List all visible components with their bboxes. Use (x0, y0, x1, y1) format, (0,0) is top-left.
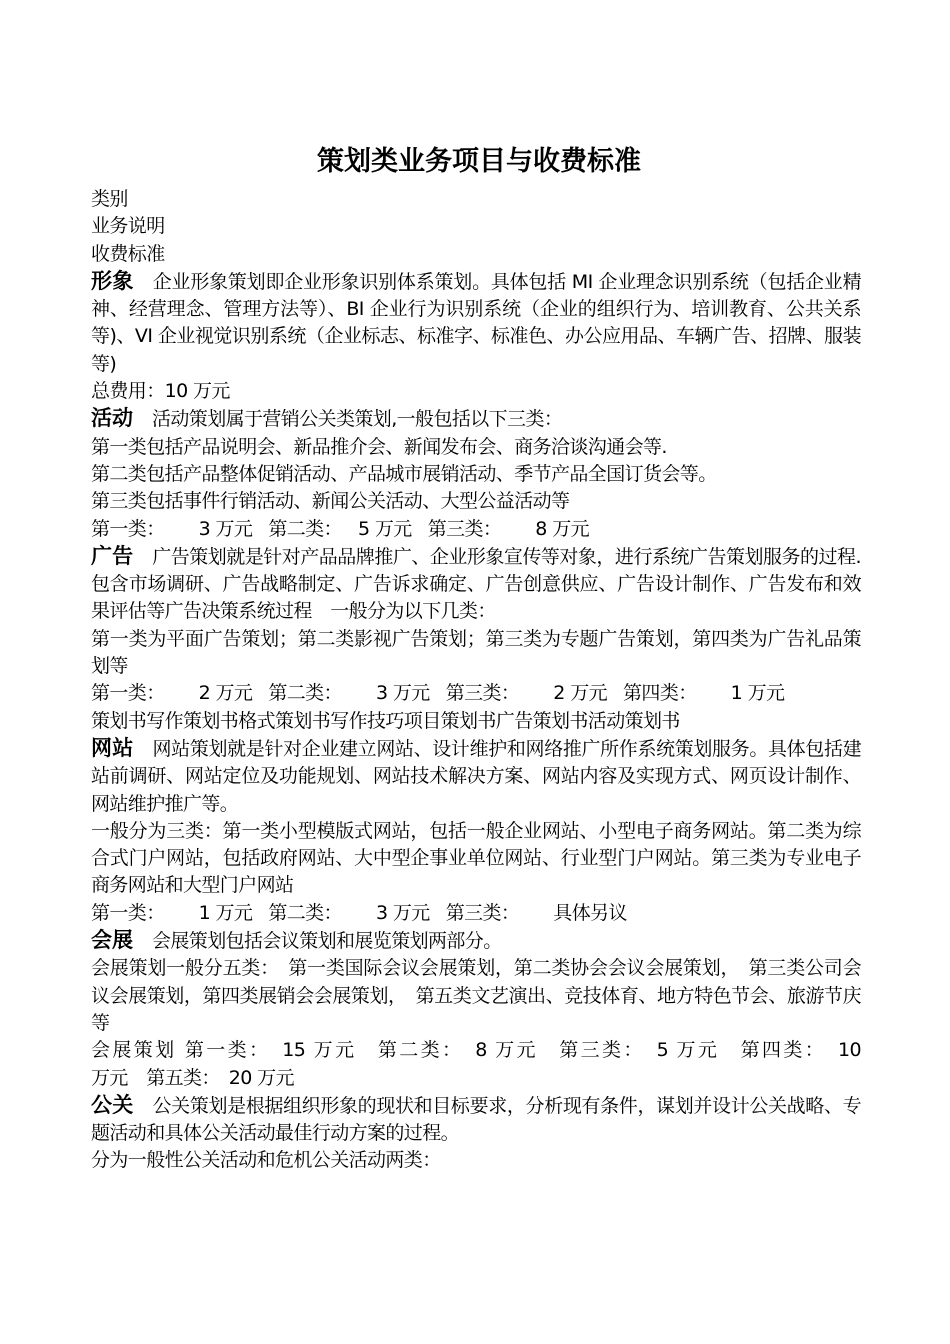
header-fee: 收费标准 (91, 242, 165, 265)
section-ad-name: 广告 (91, 543, 134, 568)
section-web-desc: 网站策划就是针对企业建立网站、设计维护和网络推广所作系统策划服务。具体包括建站前调研、网站定位及功能规划、网站技术解决方案、网站内容及实现方式、网页设计制作、网站维护推广等。 (91, 737, 862, 815)
section-pr (91, 1092, 861, 1148)
fee-label: 第四类： (623, 682, 697, 705)
section-ad-fees (91, 680, 861, 707)
section-expo-fees-line-2: 万元 第五类： 20 万元 (91, 1066, 294, 1089)
section-ad-desc: 广告策划就是针对产品品牌推广、企业形象宣传等对象，进行系统广告策划服务的过程.包含市场调研、广告战略制定、广告诉求确定、广告创意供应、广告设计制作、广告发布和效果评估等广告决策系统过程 一般分为以下几类： (91, 545, 861, 623)
fee-value: 3 万元 (375, 682, 430, 705)
fee-value: 2 万元 (553, 682, 608, 705)
section-image-name: 形象 (91, 268, 134, 293)
section-ad-related: 策划书写作策划书格式策划书写作技巧项目策划书广告策划书活动策划书 (91, 709, 680, 732)
section-image-desc: 企业形象策划即企业形象识别体系策划。具体包括 MI 企业理念识别系统（包括企业精神、经营理念、管理方法等）、BI 企业行为识别系统（企业的组织行为、培训教育、公共关系等)、VI 企业视觉识别系统（企业标志、标准字、标准色、办公应用品、车辆广告、招牌、服装等) (91, 270, 861, 375)
fee-value: 具体另议 (553, 901, 627, 924)
section-ad-types: 第一类为平面广告策划；第二类影视广告策划；第三类为专题广告策划，第四类为广告礼品策划等 (91, 627, 861, 678)
section-pr-types: 分为一般性公关活动和危机公关活动两类： (91, 1149, 441, 1172)
document-title: 策划类业务项目与收费标准 (317, 146, 641, 177)
fee-value: 5 万元 (357, 517, 412, 540)
section-event-name: 活动 (91, 406, 133, 431)
fee-value: 3 万元 (198, 517, 253, 540)
section-image-fee: 总费用：10 万元 (91, 380, 230, 403)
section-expo-fees-line-1: 会展策划 第一类： 15 万元 第二类： 8 万元 第三类： 5 万元 第四类： 10 (91, 1039, 861, 1062)
fee-value: 3 万元 (375, 901, 430, 924)
header-description: 业务说明 (91, 215, 165, 238)
section-pr-name: 公关 (91, 1092, 134, 1117)
fee-label: 第二类： (268, 517, 342, 540)
fee-value: 2 万元 (198, 682, 253, 705)
section-event-fees (91, 516, 861, 543)
section-expo (91, 927, 861, 955)
section-ad (91, 543, 861, 626)
section-event-line-3: 第三类包括事件行销活动、新闻公关活动、大型公益活动等 (91, 490, 570, 513)
section-web-name: 网站 (91, 735, 134, 760)
section-image (91, 268, 861, 378)
fee-label: 第一类： (91, 517, 165, 540)
section-web-fees (91, 900, 861, 927)
section-event (91, 405, 861, 433)
section-web (91, 735, 861, 818)
section-web-types: 一般分为三类：第一类小型模版式网站，包括一般企业网站、小型电子商务网站。第二类为综合式门户网站，包括政府网站、大中型企事业单位网站、行业型门户网站。第三类为专业电子商务网站和大型门户网站 (91, 819, 861, 897)
section-event-desc: 活动策划属于营销公关类策划,一般包括以下三类： (152, 408, 563, 431)
fee-value: 1 万元 (198, 901, 253, 924)
section-pr-desc: 公关策划是根据组织形象的现状和目标要求，分析现有条件，谋划并设计公关战略、专题活动和具体公关活动最佳行动方案的过程。 (91, 1094, 862, 1145)
fee-label: 第二类： (268, 682, 342, 705)
fee-label: 第三类： (427, 517, 502, 540)
fee-value: 1 万元 (730, 682, 785, 705)
fee-label: 第一类： (91, 901, 165, 924)
section-expo-name: 会展 (91, 928, 133, 953)
document-page (91, 140, 861, 1175)
section-expo-types: 会展策划一般分五类： 第一类国际会议会展策划，第二类协会会议会展策划， 第三类公司会议会展策划，第四类展销会会展策划， 第五类文艺演出、竞技体育、地方特色节会、旅游节庆等 (91, 957, 861, 1034)
fee-label: 第一类： (91, 682, 165, 705)
section-expo-desc: 会展策划包括会议策划和展览策划两部分。 (152, 930, 502, 953)
fee-label: 第三类： (445, 901, 520, 924)
section-event-line-1: 第一类包括产品说明会、新品推介会、新闻发布会、商务洽谈沟通会等. (91, 435, 667, 458)
fee-label: 第二类： (268, 901, 342, 924)
fee-label: 第三类： (445, 682, 520, 705)
fee-value: 8 万元 (535, 517, 590, 540)
header-category: 类别 (91, 188, 128, 210)
section-event-line-2: 第二类包括产品整体促销活动、产品城市展销活动、季节产品全国订货会等。 (91, 462, 717, 485)
